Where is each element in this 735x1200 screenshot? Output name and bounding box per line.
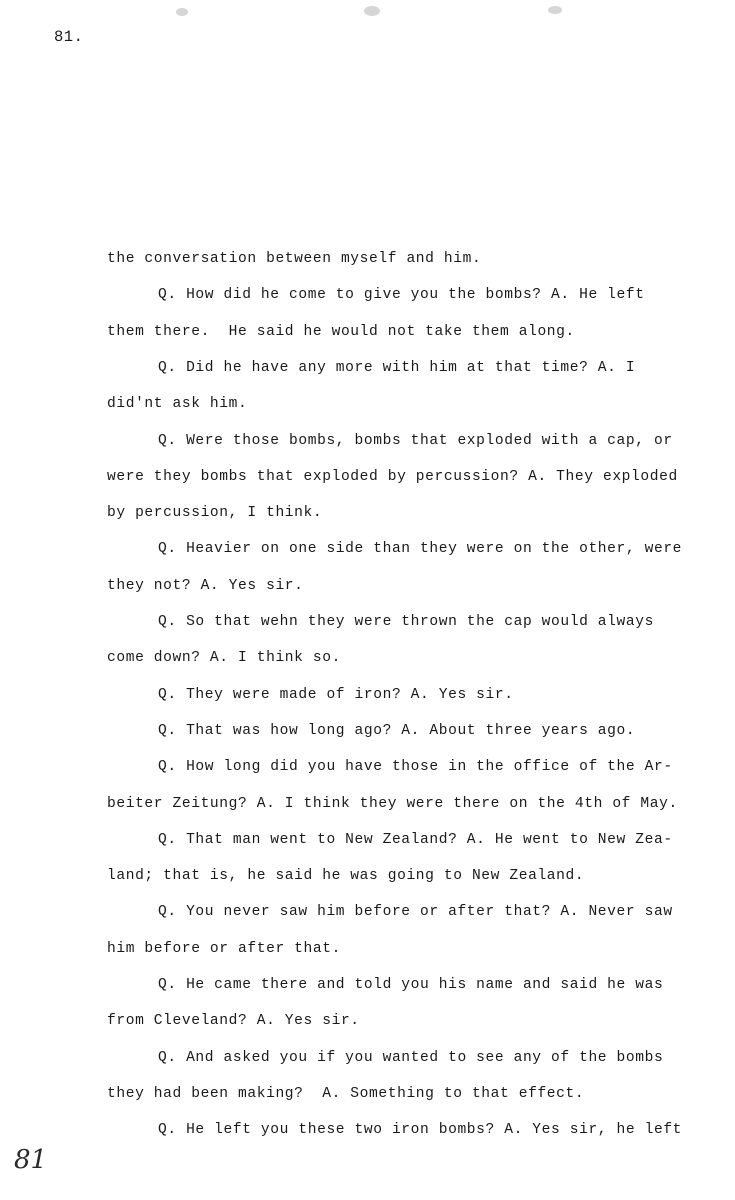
transcript-line: Q. They were made of iron? A. Yes sir. <box>158 686 514 703</box>
page-number: 81. <box>54 28 84 46</box>
transcript-line: come down? A. I think so. <box>107 650 341 667</box>
transcript-line: Q. How long did you have those in the office of the Ar- <box>158 759 673 776</box>
transcript-line: Q. Heavier on one side than they were on the other, were <box>158 541 683 558</box>
transcript-line: beiter Zeitung? A. I think they were there on the 4th of May. <box>107 795 678 812</box>
transcript-line: Q. He came there and told you his name and said he was <box>158 977 664 993</box>
transcript-line: him before or after that. <box>107 940 341 957</box>
handwritten-page-number: 81 <box>14 1145 48 1175</box>
transcript-line: land; that is, he said he was going to New Zealand. <box>107 868 585 885</box>
transcript-line: they not? A. Yes sir. <box>107 577 304 594</box>
transcript-line: by percussion, I think. <box>107 505 323 522</box>
transcript-line: Q. And asked you if you wanted to see any of the bombs <box>158 1049 664 1066</box>
scan-smudge <box>548 6 562 14</box>
transcript-line: from Cleveland? A. Yes sir. <box>107 1013 360 1030</box>
transcript-line: did'nt ask him. <box>107 396 248 413</box>
transcript-line: were they bombs that exploded by percussion? A. They exploded <box>107 468 678 485</box>
transcript-line: Q. So that wehn they were thrown the cap would always <box>158 614 654 630</box>
scan-smudge <box>364 6 380 16</box>
transcript-line: Q. That was how long ago? A. About three years ago. <box>158 722 636 739</box>
transcript-line: Q. Were those bombs, bombs that exploded with a cap, or <box>158 432 673 449</box>
transcript-line: Q. You never saw him before or after that? A. Never saw <box>158 904 673 921</box>
transcript-line: Q. He left you these two iron bombs? A. Yes sir, he left <box>158 1122 683 1139</box>
transcript-line: them there. He said he would not take them along. <box>107 323 575 340</box>
scan-smudge <box>176 8 188 16</box>
transcript-line: Q. How did he come to give you the bombs? A. He left <box>158 287 645 304</box>
transcript-line: they had been making? A. Something to that effect. <box>107 1085 585 1102</box>
transcript-line: the conversation between myself and him. <box>107 251 482 267</box>
transcript-line: Q. That man went to New Zealand? A. He went to New Zea- <box>158 831 673 848</box>
transcript-line: Q. Did he have any more with him at that time? A. I <box>158 359 636 376</box>
